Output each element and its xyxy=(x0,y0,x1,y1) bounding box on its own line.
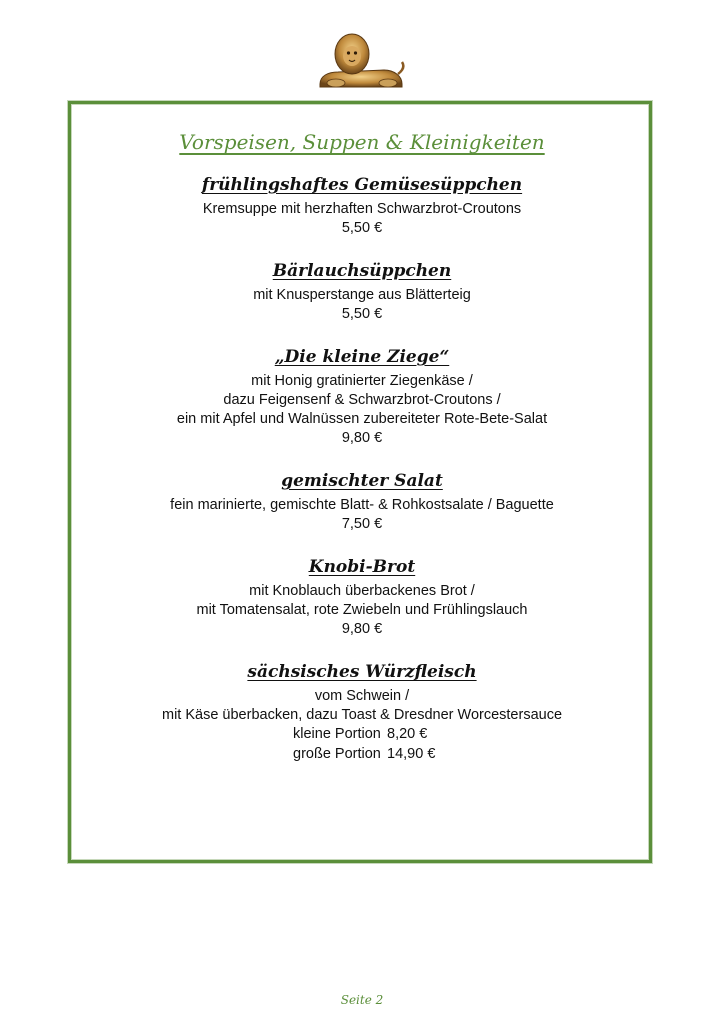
portion-label: kleine Portion xyxy=(293,726,381,742)
portion-price: 14,90 € xyxy=(387,745,436,762)
dish-description: vom Schwein / xyxy=(314,688,410,704)
page-number: Seite 2 xyxy=(340,993,384,1007)
dish-name: frühlingshaftes Gemüsesüppchen xyxy=(201,175,523,195)
dish-price: 9,80 € xyxy=(341,621,383,637)
dish-description: mit Knusperstange aus Blätterteig xyxy=(253,287,471,303)
dish-name: „Die kleine Ziege“ xyxy=(274,347,450,367)
dish-description: dazu Feigensenf & Schwarzbrot-Croutons / xyxy=(223,392,501,408)
dish-name: Bärlauchsüppchen xyxy=(272,261,452,281)
dish-name: sächsisches Würzfleisch xyxy=(247,662,477,682)
portion-row xyxy=(0,745,724,765)
dish-description: fein marinierte, gemischte Blatt- & Rohkostsalate / Baguette xyxy=(170,497,554,513)
dish-description: mit Käse überbacken, dazu Toast & Dresdner Worcestersauce xyxy=(161,707,563,723)
dish-price: 5,50 € xyxy=(341,306,383,322)
dish-description: ein mit Apfel und Walnüssen zubereiteter Rote-Bete-Salat xyxy=(176,411,548,427)
dish-item xyxy=(0,172,724,238)
dish-description: mit Knoblauch überbackenes Brot / xyxy=(249,583,475,599)
menu-content xyxy=(0,128,724,784)
dish-name: gemischter Salat xyxy=(281,471,443,491)
dish-item xyxy=(0,659,724,764)
portion-label: große Portion xyxy=(293,745,381,762)
dish-name: Knobi-Brot xyxy=(308,557,416,577)
dish-price: 7,50 € xyxy=(341,516,383,532)
portion-price: 8,20 € xyxy=(387,726,428,742)
dish-item xyxy=(0,344,724,448)
dish-description: mit Tomatensalat, rote Zwiebeln und Frühlingslauch xyxy=(196,602,528,618)
dish-description: mit Honig gratinierter Ziegenkäse / xyxy=(251,373,473,389)
lion-figurine-icon xyxy=(314,30,406,90)
dish-price: 5,50 € xyxy=(341,220,383,236)
dish-item xyxy=(0,258,724,324)
portion-row xyxy=(0,725,724,745)
dish-description: Kremsuppe mit herzhaften Schwarzbrot-Croutons xyxy=(202,201,522,217)
dish-price: 9,80 € xyxy=(341,430,383,446)
dish-item xyxy=(0,554,724,639)
dish-item xyxy=(0,468,724,534)
section-title: Vorspeisen, Suppen & Kleinigkeiten xyxy=(179,130,545,154)
